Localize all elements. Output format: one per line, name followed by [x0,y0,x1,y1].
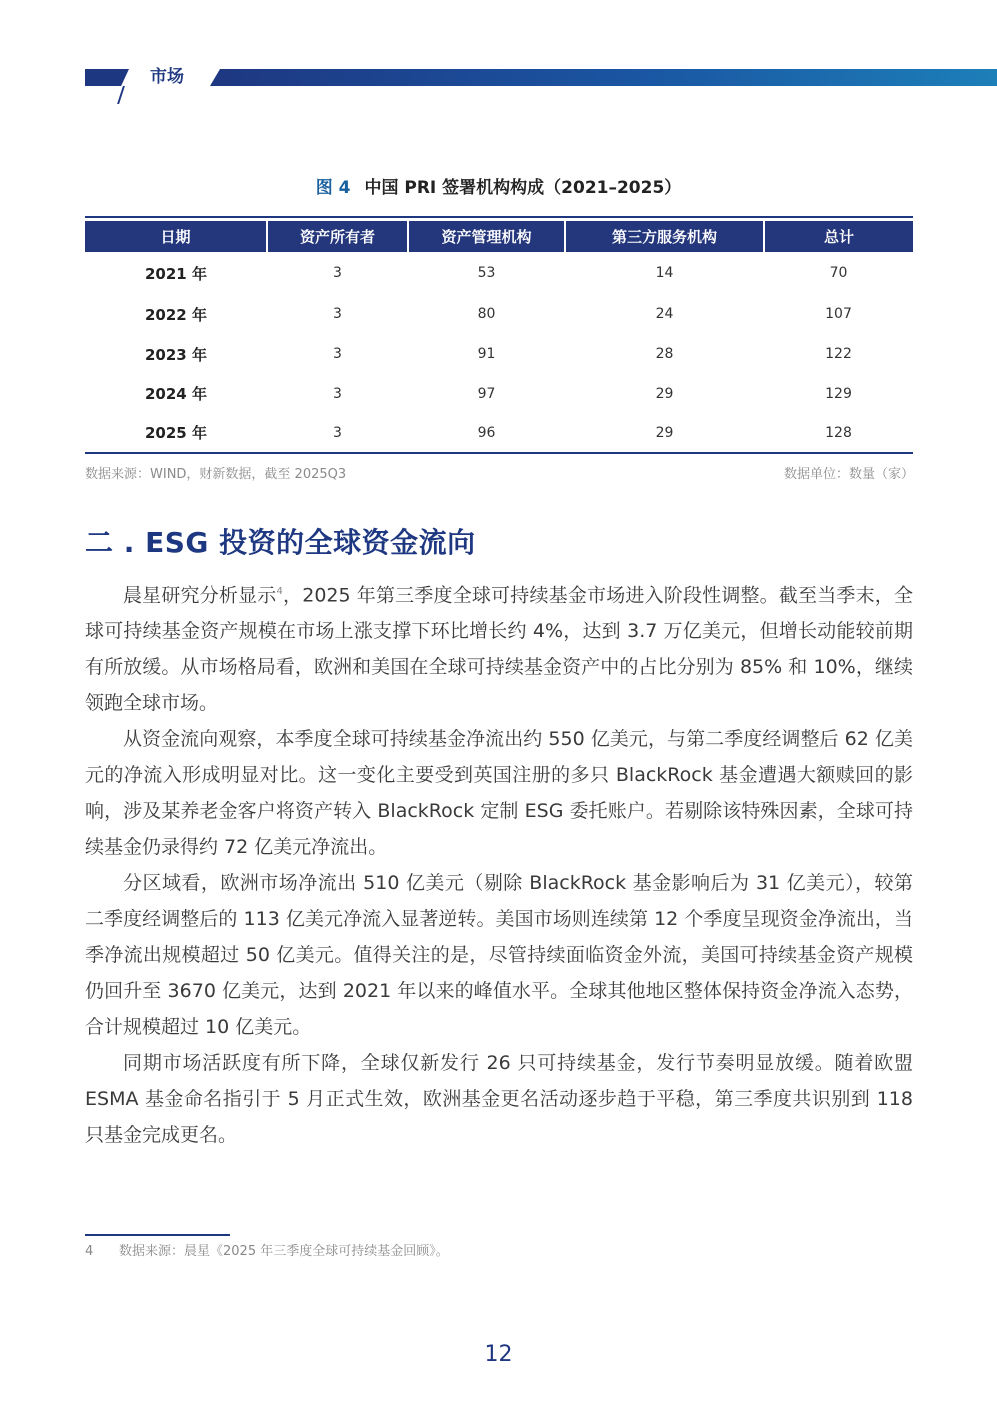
cell-year: 2023 年 [145,345,207,364]
cell-service-providers: 29 [655,385,674,402]
footnote-rule [85,1234,230,1236]
col-header-asset-managers: 资产管理机构 [408,221,565,252]
cell-total: 129 [825,385,852,402]
paragraph: 分区域看，欧洲市场净流出 510 亿美元（剔除 BlackRock 基金影响后为 31 亿美元），较第二季度经调整后的 113 亿美元净流入显著逆转。美国市场则连续第 12 个季度呈现资金净流出，当季净流出规模超过 50 亿美元。值得关注的是，尽管持续面临资金外流，美国可持续基金资产规模仍回升至 3670 亿美元，达到 2021 年以来的峰值水平。全球其他地区整体保持资金净流入态势，合计规模超过 10 亿美元。 [85,872,913,1039]
table-bottom-rule [85,452,913,454]
paragraph: 从资金流向观察，本季度全球可持续基金净流出约 550 亿美元，与第二季度经调整后 62 亿美元的净流入形成明显对比。这一变化主要受到英国注册的多只 BlackRock 基金遭遇大额赎回的影响，涉及某养老金客户将资产转入 BlackRock 定制 ESG 委托账户。若剔除该特殊因素，全球可持续基金仍录得约 72 亿美元净流出。 [85,728,913,859]
table-row [85,334,913,374]
paragraph: 同期市场活跃度有所下降，全球仅新发行 26 只可持续基金，发行节奏明显放缓。随着欧盟 ESMA 基金命名指引于 5 月正式生效，欧洲基金更名活动逐步趋于平稳，第三季度共识别到 118 只基金完成更名。 [85,1052,913,1147]
header-accent-block [85,69,129,86]
cell-total: 70 [829,265,848,281]
cell-service-providers: 29 [655,424,674,441]
col-header-service-providers: 第三方服务机构 [565,221,764,252]
table-top-rule [85,216,913,218]
cell-asset-managers: 97 [477,385,496,402]
cell-total: 128 [825,424,852,441]
paragraph [85,574,913,721]
figure-number: 图 4 [315,178,351,198]
table-row [85,413,913,452]
table-header-row [85,221,913,252]
footnote-ref[interactable]: 4 [276,586,283,597]
cell-asset-managers: 53 [477,265,496,281]
footnote [85,1242,449,1262]
cell-service-providers: 28 [655,346,674,362]
header-section-label: 市场 [150,67,184,87]
col-header-asset-owners: 资产所有者 [267,221,408,252]
paragraph-text: 晨星研究分析显示 [123,584,277,607]
col-header-total: 总计 [764,221,913,252]
cell-asset-owners: 3 [333,385,342,402]
table-row [85,252,913,294]
cell-asset-owners: 3 [333,265,342,281]
table-row [85,294,913,334]
cell-year: 2022 年 [145,305,207,324]
cell-year: 2025 年 [145,424,207,442]
cell-service-providers: 24 [655,306,674,322]
cell-total: 122 [825,346,852,362]
paragraph-text: ，2025 年第三季度全球可持续基金市场进入阶段性调整。截至当季末，全球可持续基金资产规模在市场上涨支撑下环比增长约 4%，达到 3.7 万亿美元，但增长动能较前期有所放缓。从市场格局看，欧洲和美国在全球可持续基金资产中的占比分别为 85% 和 10%，继续领跑全球市场。 [85,584,913,715]
cell-asset-owners: 3 [333,424,342,441]
cell-service-providers: 14 [655,265,674,281]
figure-caption [0,176,997,200]
footnote-number: 4 [85,1244,94,1259]
cell-asset-managers: 96 [477,424,496,441]
header-gradient-bar [210,69,997,86]
cell-asset-managers: 91 [477,346,496,362]
col-header-date: 日期 [85,221,267,252]
cell-year: 2024 年 [145,385,207,403]
footnote-text: 数据来源：晨星《2025 年三季度全球可持续基金回顾》。 [119,1244,449,1259]
cell-asset-owners: 3 [333,306,342,322]
cell-total: 107 [825,306,852,322]
section-body [85,574,913,1153]
section-title: 二 . ESG 投资的全球资金流向 [85,526,476,559]
cell-asset-managers: 80 [477,306,496,322]
pri-signatories-table [85,221,913,452]
table-unit-note: 数据单位：数量（家） [783,467,914,482]
cell-asset-owners: 3 [333,346,342,362]
table-row [85,374,913,413]
page-number: 12 [484,1342,513,1367]
table-source-note: 数据来源：WIND，财新数据，截至 2025Q3 [85,467,347,482]
figure-title: 中国 PRI 签署机构构成（2021–2025） [364,178,682,198]
cell-year: 2021 年 [145,264,207,283]
header-accent-tick [117,86,125,104]
